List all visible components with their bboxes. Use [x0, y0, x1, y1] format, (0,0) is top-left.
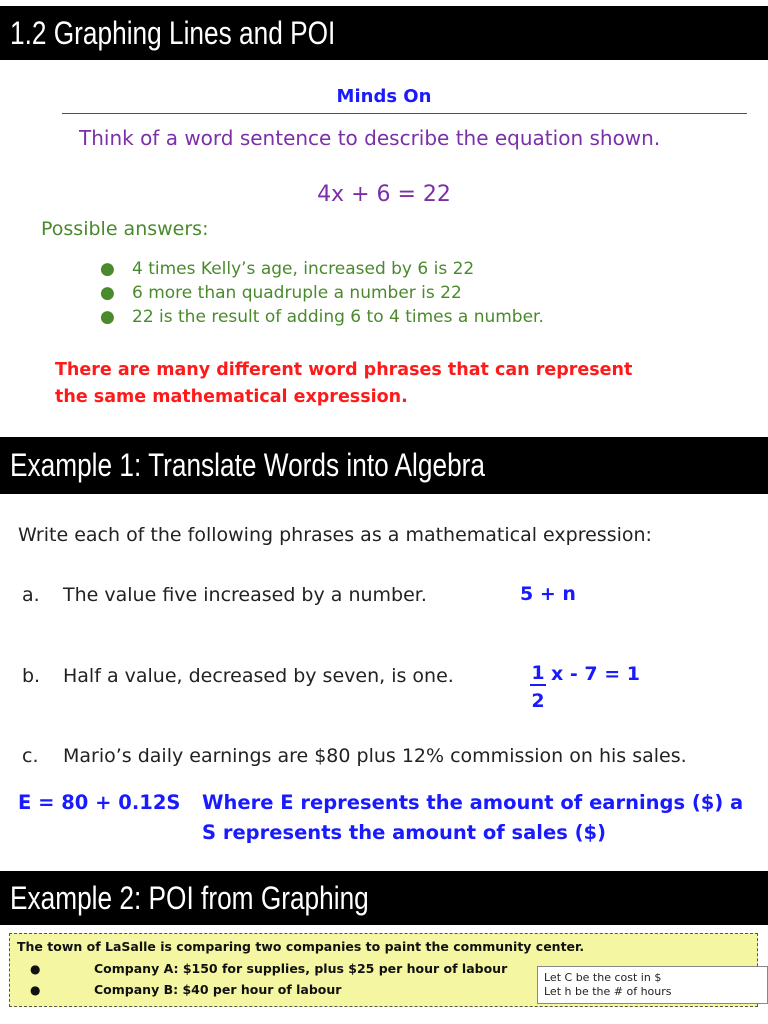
answer-text: 22 is the result of adding 6 to 4 times a number. — [132, 307, 544, 327]
answer-text: 4 times Kelly’s age, increased by 6 is 22 — [132, 259, 475, 279]
minds-on-heading: Minds On — [336, 86, 432, 107]
variable-definitions-box — [537, 966, 768, 1004]
question-c-where-line: Where E represents the amount of earnings ($) a — [202, 791, 744, 814]
example-1-instructions: Write each of the following phrases as a mathematical expression: — [18, 524, 652, 546]
section-title: Example 2: POI from Graphing — [10, 879, 369, 916]
section-title: 1.2 Graphing Lines and POI — [10, 14, 336, 51]
question-b-text: Half a value, decreased by seven, is one. — [63, 665, 454, 687]
warning-note — [55, 357, 632, 411]
variable-definition: Let h be the # of hours — [544, 985, 672, 998]
variable-definition: Let C be the cost in $ — [544, 971, 662, 984]
question-c-label: c. — [22, 745, 39, 767]
fraction-denominator: 2 — [531, 690, 545, 712]
bullet-icon: ● — [100, 283, 115, 303]
bullet-icon: ● — [30, 962, 41, 976]
warning-line: the same mathematical expression. — [55, 387, 408, 407]
question-a-answer: 5 + n — [520, 583, 576, 605]
company-a-offer: Company A: $150 for supplies, plus $25 per hour of labour — [94, 961, 508, 976]
minds-on-prompt: Think of a word sentence to describe the equation shown. — [79, 126, 661, 150]
list-item — [100, 281, 544, 305]
question-b-label: b. — [22, 665, 41, 687]
half-fraction — [530, 662, 546, 712]
possible-answers-list — [100, 257, 544, 329]
section-banner-graphing-lines — [0, 6, 768, 60]
list-item — [100, 305, 544, 329]
section-title: Example 1: Translate Words into Algebra — [10, 447, 485, 483]
section-banner-example-2 — [0, 871, 768, 925]
list-item — [100, 257, 544, 281]
question-a-text: The value five increased by a number. — [63, 584, 427, 606]
problem-statement: The town of LaSalle is comparing two companies to paint the community center. — [17, 939, 585, 954]
company-b-offer: Company B: $40 per hour of labour — [94, 982, 342, 997]
possible-answers-label: Possible answers: — [41, 218, 209, 240]
bullet-icon: ● — [30, 983, 41, 997]
minds-on-equation: 4x + 6 = 22 — [317, 182, 451, 207]
warning-line: There are many different word phrases that can represent — [55, 360, 633, 380]
bullet-icon: ● — [100, 307, 115, 327]
answer-text: 6 more than quadruple a number is 22 — [132, 283, 462, 303]
question-b-answer: x - 7 = 1 — [551, 663, 640, 685]
question-c-where-line: S represents the amount of sales ($) — [202, 821, 607, 844]
question-c-equation: E = 80 + 0.12S — [18, 791, 181, 814]
question-c-text: Mario’s daily earnings are $80 plus 12% commission on his sales. — [63, 745, 687, 767]
section-banner-example-1 — [0, 437, 768, 494]
question-a-label: a. — [22, 584, 40, 606]
minds-on-divider — [62, 113, 747, 114]
bullet-icon: ● — [100, 259, 115, 279]
fraction-numerator: 1 — [531, 662, 545, 684]
